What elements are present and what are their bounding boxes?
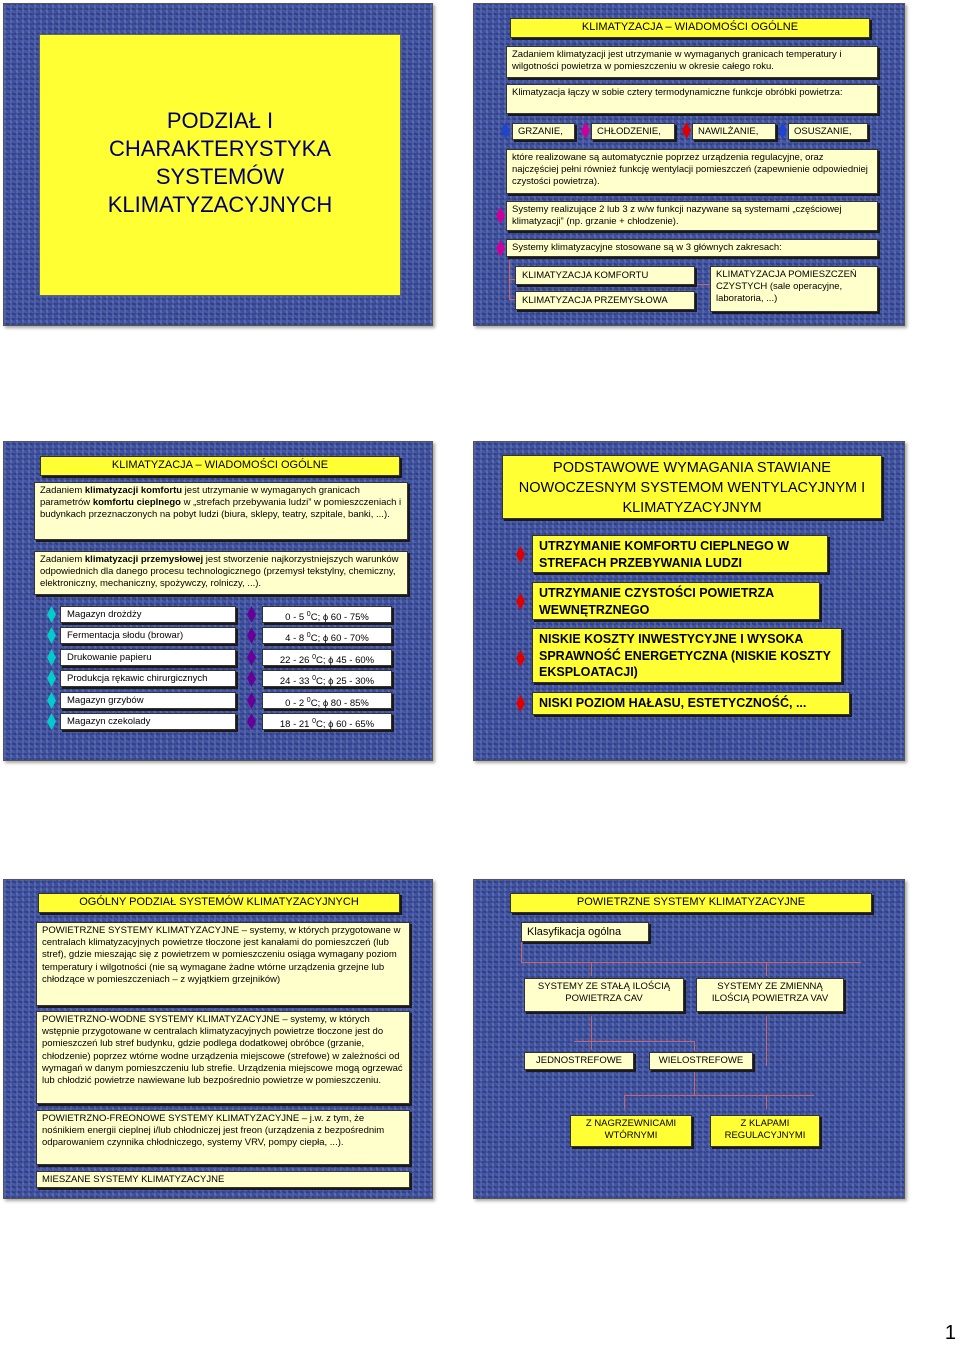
intro-text: Zadaniem klimatyzacji jest utrzymanie w wymaganych granicach temperatury i wilgotności powietrza w pomieszczeniu w okresie całego roku.	[506, 46, 878, 78]
comfort-p3: w „strefach przebywania ludzi” w pomieszczeniach i budynkach przeznaczonych na pobyt ludzi (biura, sklepy, teatry, szpitale, banki, ...).	[40, 497, 402, 521]
comfort-p1: Zadaniem	[40, 485, 85, 496]
slide-header: KLIMATYZACJA – WIADOMOŚCI OGÓLNE	[510, 18, 870, 38]
mixed-systems-text: MIESZANE SYSTEMY KLIMATYZACYJNE	[36, 1171, 410, 1188]
slide-title	[3, 3, 433, 326]
diamond-icon	[778, 122, 787, 139]
connector-line	[695, 284, 710, 285]
diamond-icon	[501, 122, 510, 139]
comfort-b2: komfortu cieplnego	[92, 497, 181, 509]
diamond-icon	[47, 649, 56, 666]
diamond-icon	[247, 692, 256, 709]
diamond-icon	[247, 670, 256, 687]
process-label: Magazyn drożdży	[60, 606, 236, 623]
diamond-icon	[496, 207, 505, 224]
connector-line	[574, 1041, 694, 1042]
function-humidifying: NAWILŻANIE,	[692, 123, 776, 140]
requirement-item: NISKIE KOSZTY INWESTYCYJNE I WYSOKA SPRAWNOŚĆ ENERGETYCZNA (NISKIE KOSZTY EKSPLOATACJI)	[532, 628, 842, 683]
process-label: Produkcja rękawic chirurgicznych	[60, 670, 236, 687]
diamond-icon	[581, 122, 590, 139]
slide-general-info	[473, 3, 905, 326]
connector-line	[591, 962, 592, 976]
realized-text: które realizowane są automatycznie poprzez urządzenia regulacyjne, oraz najczęściej pełni również funkcję wentylacji pomieszczeń (zapewnienie odpowiedniej czystości powietrza).	[506, 149, 878, 194]
slide-header: KLIMATYZACJA – WIADOMOŚCI OGÓLNE	[40, 456, 400, 476]
process-label: Drukowanie papieru	[60, 649, 236, 666]
process-params: 18 - 21 $^0$C; ϕ 60 - 65%	[262, 713, 392, 730]
slide-general-division	[3, 879, 433, 1199]
industrial-p1: Zadaniem	[40, 554, 85, 565]
ranges-intro: Systemy klimatyzacyjne stosowane są w 3 głównych zakresach:	[506, 239, 878, 257]
requirement-item: UTRZYMANIE KOMFORTU CIEPLNEGO W STREFACH PRZEBYWANIA LUDZI	[532, 535, 828, 573]
title-panel	[39, 34, 401, 296]
diamond-icon	[247, 713, 256, 730]
range-industrial: KLIMATYZACJA PRZEMYSŁOWA	[515, 291, 695, 310]
diamond-icon	[247, 627, 256, 644]
classification-label: Klasyfikacja ogólna	[521, 922, 649, 942]
diamond-icon	[47, 627, 56, 644]
comfort-b1: klimatyzacji komfortu	[84, 485, 183, 496]
dampers-variant: Z KLAPAMI REGULACYJNYMI	[710, 1115, 820, 1147]
air-systems-text: POWIETRZNE SYSTEMY KLIMATYZACYJNE – systemy, w których przygotowane w centralach klimatyzacyjnych powietrze tłoczone jest kanałami do pomieszczeń (lub stref), gdzie mieszając się z powietrzem w pomieszczeniu osiąga wymagany poziom temperatury i wilgotności (nie są wymagane żadne wtórne urządzenia grzejne lub chłodzące w pomieszczeniach – z wyjątkiem grzejników)	[36, 922, 410, 1006]
diamond-icon	[496, 240, 505, 257]
vav-systems: SYSTEMY ZE ZMIENNĄ ILOŚCIĄ POWIETRZA VAV	[696, 978, 844, 1012]
connector-line	[521, 962, 861, 963]
process-params: 22 - 26 $^0$C; ϕ 45 - 60%	[262, 649, 392, 666]
connector-line	[694, 1070, 695, 1095]
connector-line	[521, 942, 522, 962]
function-drying: OSUSZANIE,	[788, 123, 868, 140]
slide-header: OGÓLNY PODZIAŁ SYSTEMÓW KLIMATYZACYJNYCH	[38, 893, 400, 913]
diamond-icon	[516, 546, 525, 563]
diamond-icon	[247, 606, 256, 623]
process-label: Magazyn czekolady	[60, 713, 236, 730]
partial-text: Systemy realizujące 2 lub 3 z w/w funkcji nazywane są systemami „częściowej klimatyzacji” (np. grzanie + chłodzenie).	[506, 201, 878, 231]
function-heating: GRZANIE,	[512, 123, 575, 140]
connector-line	[624, 1095, 625, 1109]
slide-air-systems	[473, 879, 905, 1199]
multi-zone: WIELOSTREFOWE	[649, 1052, 753, 1070]
slide-header: POWIETRZNE SYSTEMY KLIMATYZACYJNE	[510, 893, 872, 913]
connector-line	[766, 1016, 767, 1066]
comfort-p2: jest utrzymanie w wymaganych granicach parametrów	[40, 485, 360, 509]
process-label: Magazyn grzybów	[60, 692, 236, 709]
page-number: 1	[944, 1322, 956, 1344]
industrial-b1: klimatyzacji przemysłowej	[84, 554, 204, 565]
single-zone: JEDNOSTREFOWE	[524, 1052, 634, 1070]
connector-line	[766, 962, 767, 976]
diamond-icon	[47, 692, 56, 709]
diamond-icon	[516, 650, 525, 667]
presentation-title: PODZIAŁ I CHARAKTERYSTYKA SYSTEMÓW KLIMATYZACYJNYCH	[107, 108, 333, 217]
industrial-p2: jest stworzenie najkorzystniejszych warunków odpowiednich dla danego procesu technologicznego (przemysł tekstylny, chemiczny, elektroniczny, mechaniczny, spożywczy, rolniczy, ...).	[40, 554, 399, 590]
comfort-text	[34, 482, 408, 540]
requirement-item: UTRZYMANIE CZYSTOŚCI POWIETRZA WEWNĘTRZNEGO	[532, 582, 820, 620]
function-cooling: CHŁODZENIE,	[591, 123, 675, 140]
air-freon-systems-text: POWIETRZNO-FREONOWE SYSTEMY KLIMATYZACYJNE – j.w. z tym, że nośnikiem energii cieplnej i/lub chłodniczej jest freon (urządzenia z bezpośrednim odparowaniem czynnika chłodniczego, systemy VRV, pompy ciepła, ...).	[36, 1110, 410, 1165]
connector-line	[694, 1041, 695, 1051]
diamond-icon	[47, 670, 56, 687]
diamond-icon	[516, 593, 525, 610]
diamond-icon	[682, 122, 691, 139]
diamond-icon	[47, 713, 56, 730]
process-params: 24 - 33 $^0$C; ϕ 25 - 30%	[262, 670, 392, 687]
slide-general-info-2	[3, 441, 433, 761]
slide-requirements	[473, 441, 905, 761]
requirement-item: NISKI POZIOM HAŁASU, ESTETYCZNOŚĆ, ...	[532, 692, 850, 715]
process-label: Fermentacja słodu (browar)	[60, 627, 236, 644]
connector-line	[624, 1095, 814, 1096]
slide-header: PODSTAWOWE WYMAGANIA STAWIANE NOWOCZESNYM SYSTEMOM WENTYLACYJNYM I KLIMATYZACYJNYM	[502, 455, 882, 519]
process-params: 0 - 5 $^0$C; ϕ 60 - 75%	[262, 606, 392, 623]
diamond-icon	[516, 695, 525, 712]
industrial-text	[34, 551, 408, 595]
functions-intro: Klimatyzacja łączy w sobie cztery termodynamiczne funkcje obróbki powietrza:	[506, 84, 878, 114]
range-cleanroom: KLIMATYZACJA POMIESZCZEŃ CZYSTYCH (sale operacyjne, laboratoria, ...)	[710, 266, 878, 312]
connector-line	[591, 1016, 592, 1050]
process-params: 4 - 8 $^0$C; ϕ 60 - 70%	[262, 627, 392, 644]
diamond-icon	[247, 649, 256, 666]
connector-line	[766, 1095, 767, 1109]
reheat-variant: Z NAGRZEWNICAMI WTÓRNYMI	[570, 1115, 692, 1147]
diamond-icon	[47, 606, 56, 623]
range-comfort: KLIMATYZACJA KOMFORTU	[515, 266, 695, 285]
air-water-systems-text: POWIETRZNO-WODNE SYSTEMY KLIMATYZACYJNE – systemy, w których wstępnie przygotowane w centralach klimatyzacyjnych powietrze tłoczone jest do pomieszczeń lub stref budynku, gdzie podlega dodatkowej obróbce (grzanie, chłodzenie) poprzez wtórne wodne urządzenia miejscowe (strefowe) w zależności od wymagań w danym pomieszczeniu lub strefie. Urządzenia miejscowe mogą ogrzewać lub chłodzić powietrze nawiewane lub bezpośrednio powietrze w pomieszczeniu.	[36, 1011, 410, 1104]
cav-systems: SYSTEMY ZE STAŁĄ ILOŚCIĄ POWIETRZA CAV	[524, 978, 684, 1012]
process-params: 0 - 2 $^0$C; ϕ 80 - 85%	[262, 692, 392, 709]
